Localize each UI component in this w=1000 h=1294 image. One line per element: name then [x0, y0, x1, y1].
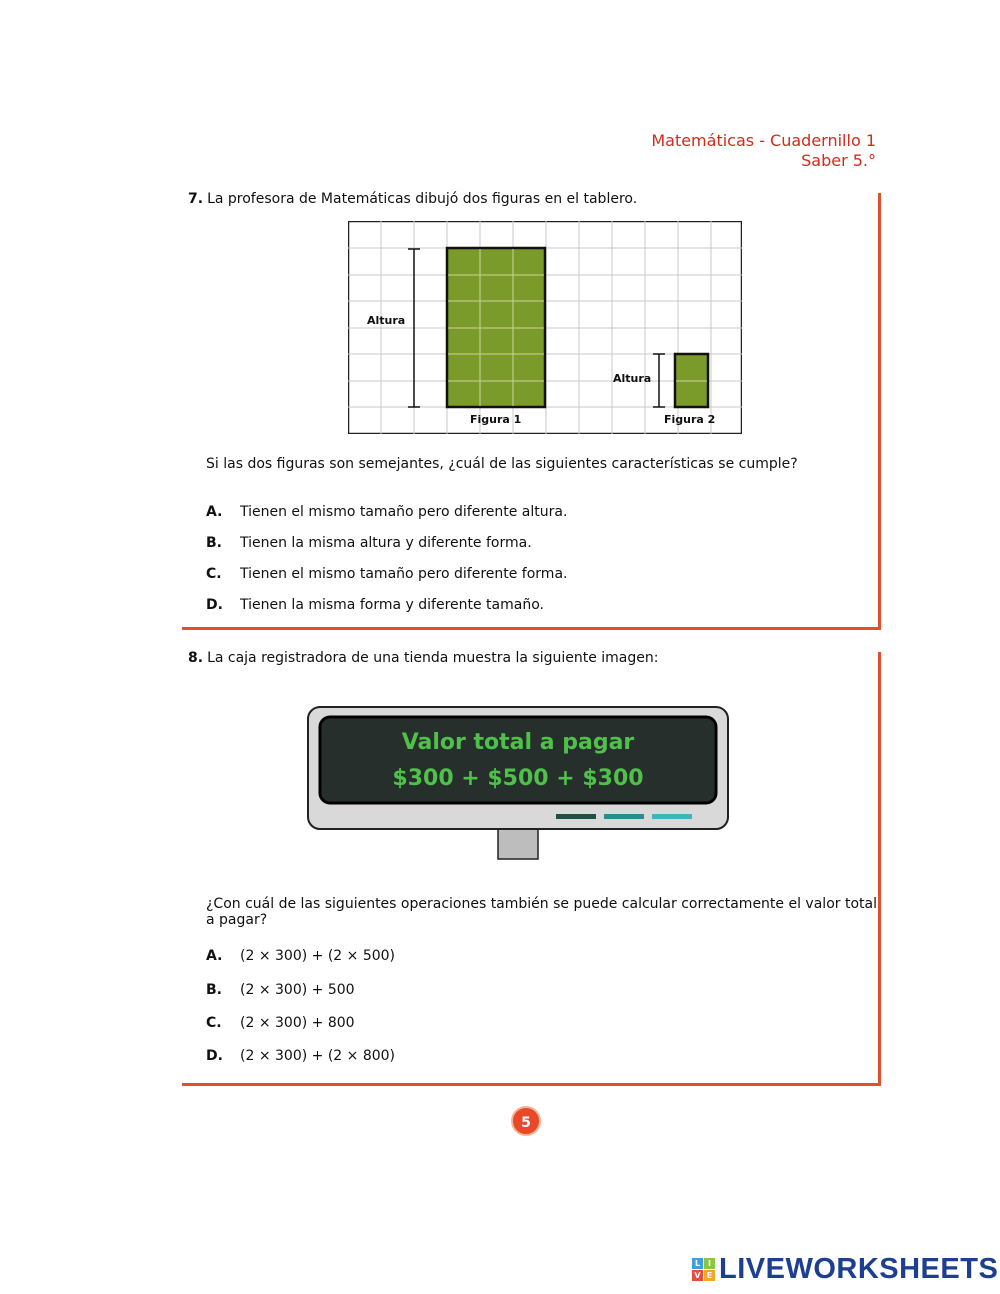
option-8d[interactable] — [206, 1048, 395, 1064]
question-7-prompt: Si las dos figuras son semejantes, ¿cuál de las siguientes características se cumple? — [206, 456, 798, 472]
option-letter: B. — [206, 982, 222, 998]
indicator-light-2 — [604, 814, 644, 819]
option-7c[interactable] — [206, 566, 567, 582]
option-text: (2 × 300) + (2 × 800) — [240, 1048, 395, 1064]
figures-grid — [348, 221, 742, 434]
option-text: Tienen el mismo tamaño pero diferente altura. — [240, 504, 568, 520]
label-figura-1: Figura 1 — [470, 413, 522, 426]
question-8-number: 8. — [188, 650, 204, 666]
display-line-1: Valor total a pagar — [401, 730, 635, 755]
option-letter: B. — [206, 535, 222, 551]
option-7a[interactable] — [206, 504, 567, 520]
option-letter: C. — [206, 1015, 222, 1031]
option-7b[interactable] — [206, 535, 532, 551]
option-letter: D. — [206, 597, 223, 613]
label-figura-2: Figura 2 — [664, 413, 716, 426]
option-text: (2 × 300) + (2 × 500) — [240, 948, 395, 964]
option-8a[interactable] — [206, 948, 395, 964]
figure-2-rectangle — [675, 354, 708, 407]
indicator-light-3 — [652, 814, 692, 819]
question-8-prompt: ¿Con cuál de las siguientes operaciones también se puede calcular correctamente el valor total a pagar? — [206, 896, 877, 928]
question-8-text: La caja registradora de una tienda muestra la siguiente imagen: — [207, 650, 659, 666]
option-7d[interactable] — [206, 597, 544, 613]
option-text: (2 × 300) + 800 — [240, 1015, 355, 1031]
page-number: 5 — [511, 1106, 541, 1136]
option-letter: D. — [206, 1048, 223, 1064]
liveworksheets-icon: L I V E — [692, 1258, 715, 1281]
option-8c[interactable] — [206, 1015, 355, 1031]
question-7-title — [188, 191, 637, 207]
label-altura-1: Altura — [367, 314, 406, 327]
option-letter: A. — [206, 504, 223, 520]
option-text: Tienen la misma altura y diferente forma. — [240, 535, 532, 551]
display-line-2: $300 + $500 + $300 — [392, 766, 644, 791]
option-text: Tienen el mismo tamaño pero diferente forma. — [240, 566, 568, 582]
indicator-light-1 — [556, 814, 596, 819]
cash-register-display — [306, 705, 730, 861]
option-letter: A. — [206, 948, 223, 964]
option-letter: C. — [206, 566, 222, 582]
question-7-number: 7. — [188, 191, 204, 207]
option-8b[interactable] — [206, 982, 355, 998]
figure-1-rectangle — [447, 248, 545, 407]
label-altura-2: Altura — [613, 372, 652, 385]
option-text: Tienen la misma forma y diferente tamaño. — [240, 597, 544, 613]
question-8-title — [188, 650, 658, 666]
register-stand — [498, 825, 538, 859]
page-header — [651, 131, 876, 171]
header-grade: Saber 5.° — [801, 151, 876, 170]
option-text: (2 × 300) + 500 — [240, 982, 355, 998]
liveworksheets-logo[interactable] — [692, 1253, 998, 1285]
question-7-text: La profesora de Matemáticas dibujó dos figuras en el tablero. — [207, 191, 638, 207]
brand-name: LIVEWORKSHEETS — [719, 1252, 999, 1285]
header-subject: Matemáticas - Cuadernillo 1 — [651, 131, 876, 150]
